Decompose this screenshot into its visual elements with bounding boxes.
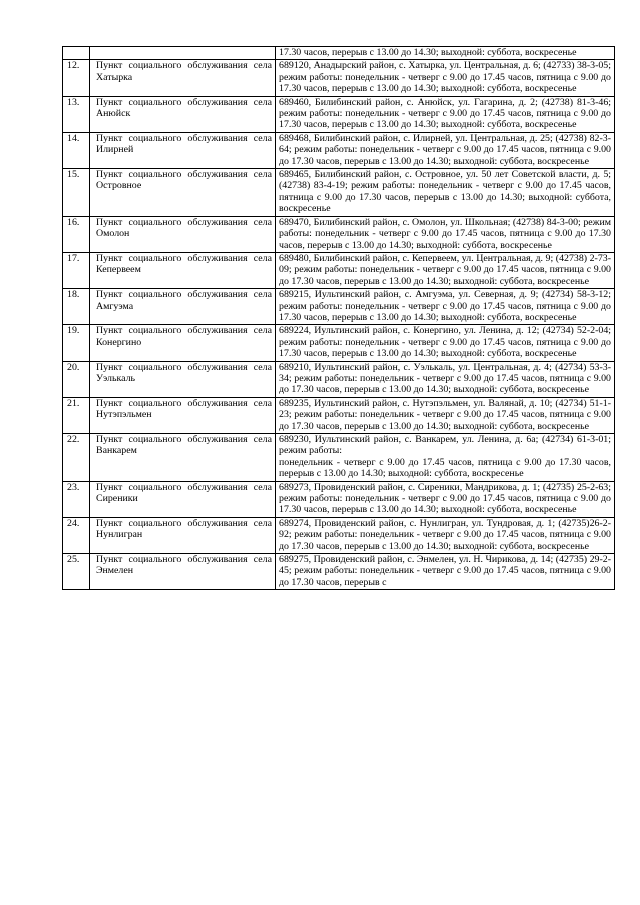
address-line: 689230, Иультинский район, с. Ванкарем, ул. Ленина, д. 6а; (42734) 61-3-01; режим работы: bbox=[279, 434, 611, 457]
table-row bbox=[63, 434, 615, 482]
row-number: 20. bbox=[63, 361, 90, 397]
table-row bbox=[63, 289, 615, 325]
row-number: 23. bbox=[63, 481, 90, 517]
service-point-name: Пункт социального обслуживания села Омолон bbox=[90, 216, 276, 252]
service-point-name: Пункт социального обслуживания села Анюйск bbox=[90, 96, 276, 132]
row-number: 19. bbox=[63, 325, 90, 361]
table-row bbox=[63, 60, 615, 96]
schedule-line: понедельник - четверг с 9.00 до 17.45 часов, пятница с 9.00 до 17.30 часов, перерыв с 13.00 до 14.30; выходной: суббота, воскресенье bbox=[279, 456, 611, 480]
service-point-name: Пункт социального обслуживания села Уэлькаль bbox=[90, 361, 276, 397]
service-point-address bbox=[276, 434, 615, 482]
row-number bbox=[63, 47, 90, 60]
service-point-name bbox=[90, 47, 276, 60]
service-point-address: 689465, Билибинский район, с. Островное, ул. 50 лет Советской власти, д. 5; (42738) 83-4-19; режим работы: понедельник - четверг с 9.00 до 17.45 часов, пятница с 9.00 до 17.30 часов, перерыв с 13.00 до 14.30; выходной: суббота, воскресенье bbox=[276, 169, 615, 217]
table-row bbox=[63, 252, 615, 288]
social-service-points-table bbox=[62, 46, 615, 590]
service-point-address: 689275, Провиденский район, с. Энмелен, ул. Н. Чирикова, д. 14; (42735) 29-2-45; режим работы: понедельник - четверг с 9.00 до 17.45 часов, пятница с 9.00 до 17.30 часов, перерыв с bbox=[276, 554, 615, 590]
table-row bbox=[63, 96, 615, 132]
service-point-name: Пункт социального обслуживания села Хатырка bbox=[90, 60, 276, 96]
service-point-name: Пункт социального обслуживания села Кепервеем bbox=[90, 252, 276, 288]
table-row bbox=[63, 132, 615, 168]
row-number: 15. bbox=[63, 169, 90, 217]
table-row bbox=[63, 325, 615, 361]
table-row bbox=[63, 361, 615, 397]
row-number: 22. bbox=[63, 434, 90, 482]
service-point-address: 689210, Иультинский район, с. Уэлькаль, ул. Центральная, д. 4; (42734) 53-3-34; режим работы: понедельник - четверг с 9.00 до 17.45 часов, пятница с 9.00 до 17.30 часов, перерыв с 13.00 до 14.30; выходной: суббота, воскресенье bbox=[276, 361, 615, 397]
service-point-name: Пункт социального обслуживания села Островное bbox=[90, 169, 276, 217]
row-number: 14. bbox=[63, 132, 90, 168]
table-row bbox=[63, 554, 615, 590]
service-point-address: 689273, Провиденский район, с. Сиреники, Мандрикова, д. 1; (42735) 25-2-63; режим работы: понедельник - четверг с 9.00 до 17.45 часов, пятница с 9.00 до 17.30 часов, перерыв с 13.00 до 14.30; выходной: суббота, воскресенье bbox=[276, 481, 615, 517]
service-point-name: Пункт социального обслуживания села Илирней bbox=[90, 132, 276, 168]
service-point-address: 689224, Иультинский район, с. Конергино, ул. Ленина, д. 12; (42734) 52-2-04; режим работы: понедельник - четверг с 9.00 до 17.45 часов, пятница с 9.00 до 17.30 часов, перерыв с 13.00 до 14.30; выходной: суббота, воскресенье bbox=[276, 325, 615, 361]
row-number: 17. bbox=[63, 252, 90, 288]
service-point-address: 689470, Билибинский район, с. Омолон, ул. Школьная; (42738) 84-3-00; режим работы: понедельник - четверг с 9.00 до 17.45 часов, пятница с 9.00 до 17.30 часов, перерыв с 13.00 до 14.30; выходной: суббота, воскресенье bbox=[276, 216, 615, 252]
row-number: 13. bbox=[63, 96, 90, 132]
service-point-name: Пункт социального обслуживания села Ванкарем bbox=[90, 434, 276, 482]
service-point-name: Пункт социального обслуживания села Сиреники bbox=[90, 481, 276, 517]
table-row bbox=[63, 169, 615, 217]
service-point-name: Пункт социального обслуживания села Нутэпэльмен bbox=[90, 397, 276, 433]
row-number: 16. bbox=[63, 216, 90, 252]
service-point-address: 689274, Провиденский район, с. Нунлигран, ул. Тундровая, д. 1; (42735)26-2-92; режим работы: понедельник - четверг с 9.00 до 17.45 часов, пятница с 9.00 до 17.30 часов, перерыв с 13.00 до 14.30; выходной: суббота, воскресенье bbox=[276, 517, 615, 553]
service-point-name: Пункт социального обслуживания села Амгуэма bbox=[90, 289, 276, 325]
service-point-name: Пункт социального обслуживания села Конергино bbox=[90, 325, 276, 361]
row-number: 25. bbox=[63, 554, 90, 590]
table-row bbox=[63, 397, 615, 433]
service-point-address: 689235, Иультинский район, с. Нутэпэльмен, ул. Валянай, д. 10; (42734) 51-1-23; режим работы: понедельник - четверг с 9.00 до 17.45 часов, пятница с 9.00 до 17.30 часов, перерыв с 13.00 до 14.30; выходной: суббота, воскресенье bbox=[276, 397, 615, 433]
row-number: 12. bbox=[63, 60, 90, 96]
service-point-name: Пункт социального обслуживания села Нунлигран bbox=[90, 517, 276, 553]
table-row bbox=[63, 216, 615, 252]
table-row bbox=[63, 517, 615, 553]
document-page bbox=[62, 46, 614, 590]
table-row bbox=[63, 47, 615, 60]
service-point-address: 689468, Билибинский район, с. Илирней, ул. Центральная, д. 25; (42738) 82-3-64; режим работы: понедельник - четверг с 9.00 до 17.45 часов, пятница с 9.00 до 17.30 часов, перерыв с 13.00 до 14.30; выходной: суббота, воскресенье bbox=[276, 132, 615, 168]
service-point-address: 689480, Билибинский район, с. Кепервеем, ул. Центральная, д. 9; (42738) 2-73-09; режим работы: понедельник - четверг с 9.00 до 17.45 часов, пятница с 9.00 до 17.30 часов, перерыв с 13.00 до 14.30; выходной: суббота, воскресенье bbox=[276, 252, 615, 288]
service-point-address: 689120, Анадырский район, с. Хатырка, ул. Центральная, д. 6; (42733) 38-3-05; режим работы: понедельник - четверг с 9.00 до 17.45 часов, пятница с 9.00 до 17.30 часов, перерыв с 13.00 до 14.30; выходной: суббота, воскресенье bbox=[276, 60, 615, 96]
row-number: 24. bbox=[63, 517, 90, 553]
service-point-address: 689460, Билибинский район, с. Анюйск, ул. Гагарина, д. 2; (42738) 81-3-46; режим работы: понедельник - четверг с 9.00 до 17.45 часов, пятница с 9.00 до 17.30 часов, перерыв с 13.00 до 14.30; выходной: суббота, воскресенье bbox=[276, 96, 615, 132]
row-number: 18. bbox=[63, 289, 90, 325]
table-row bbox=[63, 481, 615, 517]
row-number: 21. bbox=[63, 397, 90, 433]
service-point-address: 689215, Иультинский район, с. Амгуэма, ул. Северная, д. 9; (42734) 58-3-12; режим работы: понедельник - четверг с 9.00 до 17.45 часов, пятница с 9.00 до 17.30 часов, перерыв с 13.00 до 14.30; выходной: суббота, воскресенье bbox=[276, 289, 615, 325]
service-point-address: 17.30 часов, перерыв с 13.00 до 14.30; выходной: суббота, воскресенье bbox=[276, 47, 615, 60]
service-point-name: Пункт социального обслуживания села Энмелен bbox=[90, 554, 276, 590]
